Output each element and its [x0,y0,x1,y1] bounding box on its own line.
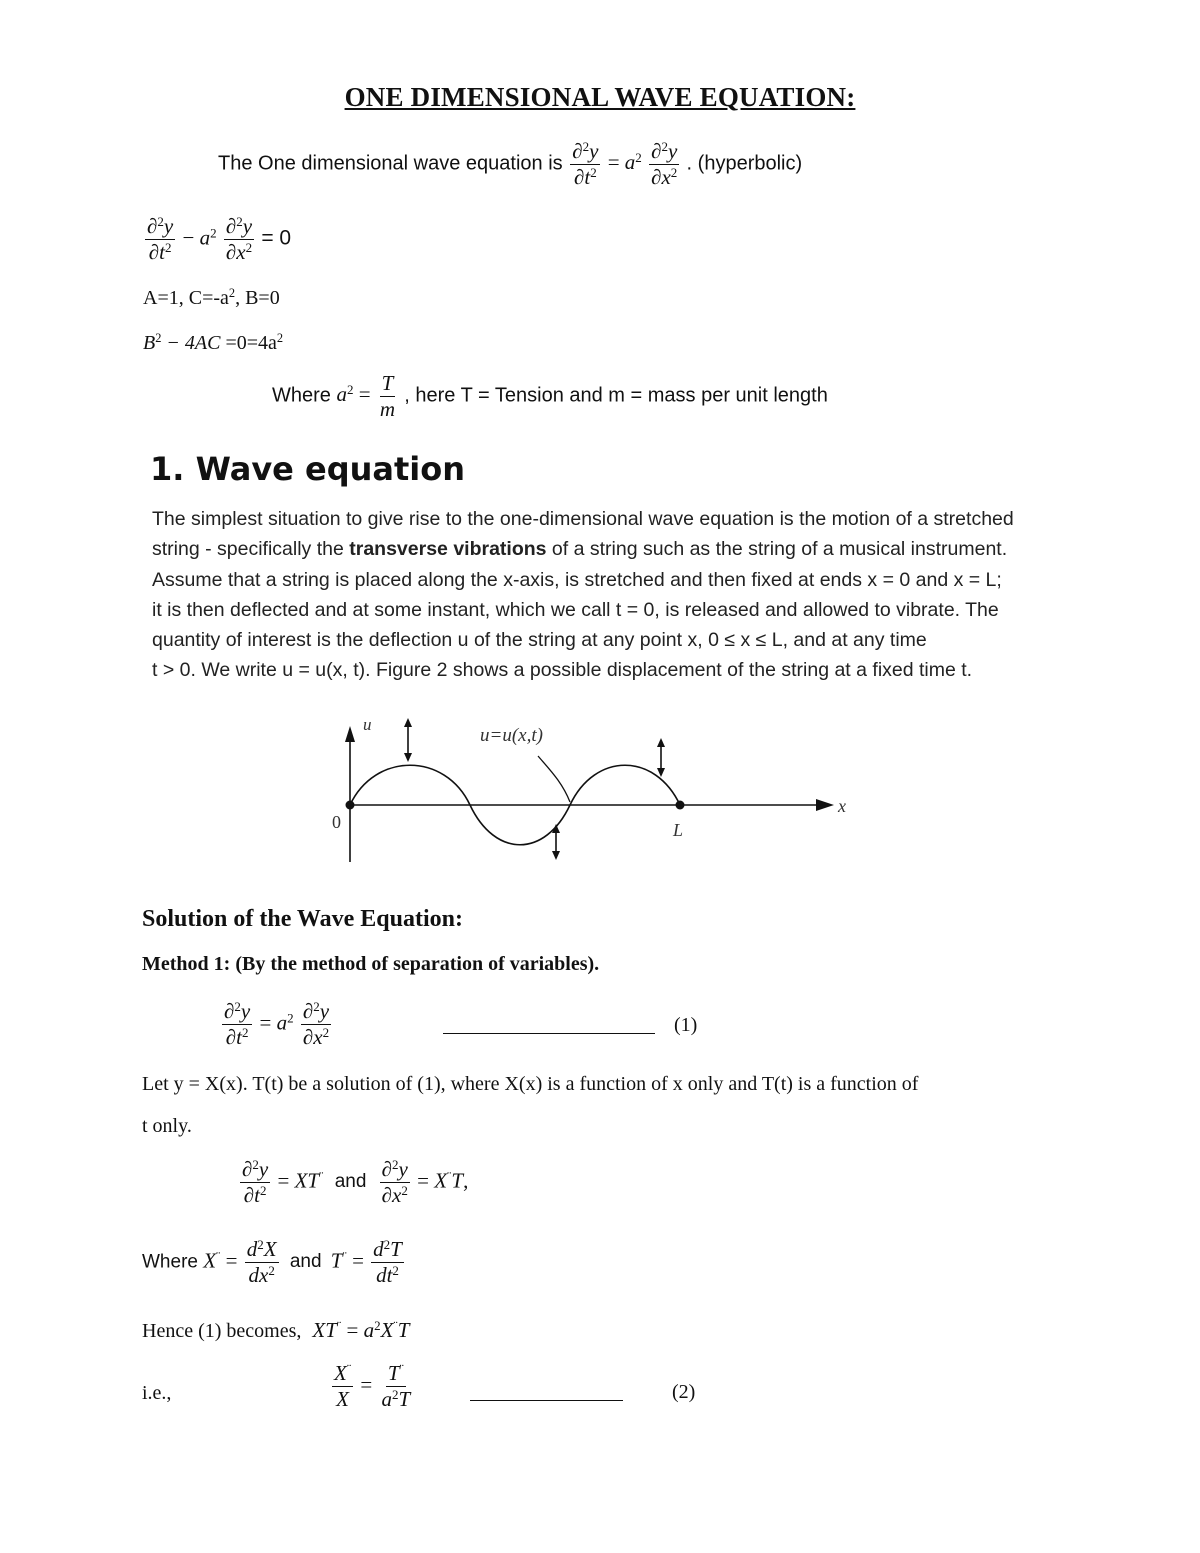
where-label: Where [142,1251,198,1273]
label-leader-line [538,756,570,802]
coefficients: A=1, C=-a [143,287,229,309]
coefficients-line: A=1, $C=-a^2$, B=0 [143,286,280,309]
let-line-1: Let y = X(x). T(t) be a solution of (1), where X(x) is a function of x only and T(t) is a function of [142,1073,919,1095]
discriminant-result: =0=4a [220,332,277,354]
wave-equation: $\frac{\partial^2y}{\partial t^2}$ = $a^2$ $\frac{\partial^2y}{\partial x^2}$ [572,138,678,190]
curve-label: u=u(x,t) [480,725,543,746]
coefficients-tail: , B=0 [235,287,280,309]
equation-2-rule [470,1391,623,1409]
derivatives-line: $\frac{\partial^2y}{\partial t^2}$ = XT¨ and $\frac{\partial^2y}{\partial x^2}$ = X¨T, [242,1156,469,1208]
paragraph-bold: transverse vibrations [349,538,547,561]
method-heading: Method 1: (By the method of separation of variables). [142,953,600,975]
end-label: L [673,820,684,840]
paragraph-line [152,534,1052,564]
solution-heading: Solution of the Wave Equation: [142,906,463,932]
hence-equation: $XT^¨ = a^2X^¨T$ [312,1317,410,1342]
origin-label: 0 [332,812,341,832]
x-axis-arrow-icon [816,799,834,811]
hence-prefix: Hence (1) becomes, [142,1320,302,1342]
wave-paragraph [152,504,1052,686]
and-word: and [334,1171,367,1193]
intro-line [218,140,802,189]
where-prefix: Where [272,384,331,407]
equation-1-rule [443,1024,655,1042]
u-axis-arrow-icon [345,726,355,742]
paragraph-line: it is then deflected and at some instant, which we call t = 0, is released and allowed to vibrate. The [152,598,999,621]
intro-prefix: The One dimensional wave equation is [218,152,563,175]
paragraph-line: Assume that a string is placed along the x-axis, is stretched and then fixed at ends x = 0 and x = L; [152,568,1002,591]
paragraph-text: of a string such as the string of a musical instrument. [546,538,1008,561]
intro-suffix: . (hyperbolic) [686,152,803,175]
discriminant-line: $B^2 - 4AC =0=4a^2$ [143,331,284,354]
rearranged-rhs: = 0 [261,226,292,250]
page-title: ONE DIMENSIONAL WAVE EQUATION: [344,82,856,112]
displacement-arrow-icon [404,718,412,762]
displacement-arrow-icon [657,738,665,777]
end-point [676,801,685,810]
section-heading: 1. Wave equation [150,450,466,488]
equation-2: $\frac{X^¨}{X}$ = $\frac{T^¨}{a^2T}$ [334,1360,411,1412]
u-axis-label: u [363,715,372,734]
equation-1: $\frac{\partial^2y}{\partial t^2}$ = $a^2$ $\frac{\partial^2y}{\partial x^2}$ [224,998,330,1050]
let-line-2: t only. [142,1115,192,1137]
hence-line [142,1318,409,1343]
string-displacement-figure [330,712,870,872]
origin-point [346,801,355,810]
paragraph-line: t > 0. We write u = u(x, t). Figure 2 shows a possible displacement of the string at a fixed time t. [152,659,973,682]
paragraph-line: The simplest situation to give rise to the one-dimensional wave equation is the motion of a stretched [152,508,1014,530]
discriminant-b: B [143,332,156,354]
ie-label: i.e., [142,1382,172,1404]
discriminant-mid: − 4AC [161,332,221,354]
x-axis-label: x [838,796,846,816]
and-word: and [289,1251,322,1273]
paragraph-text: string - specifically the [152,538,350,561]
rearranged-equation: $\frac{\partial^2y}{\partial t^2}$ − $a^2$ $\frac{\partial^2y}{\partial x^2}$ = 0 [147,213,292,265]
where-line [272,372,828,421]
equation-2-number: (2) [672,1381,696,1403]
where-suffix: , here T = Tension and m = mass per unit length [404,384,828,407]
equation-1-number: (1) [674,1014,698,1036]
paragraph-line: quantity of interest is the deflection u of the string at any point x, 0 ≤ x ≤ L, and at any time [152,629,927,652]
a-squared-definition: $a^2$ = $\frac{T}{m}$ [336,371,395,422]
where-derivatives-line: Where X¨ = $\frac{d^2X}{dx^2}$ and T¨ = $\frac{d^2T}{dt^2}$ [142,1236,402,1288]
